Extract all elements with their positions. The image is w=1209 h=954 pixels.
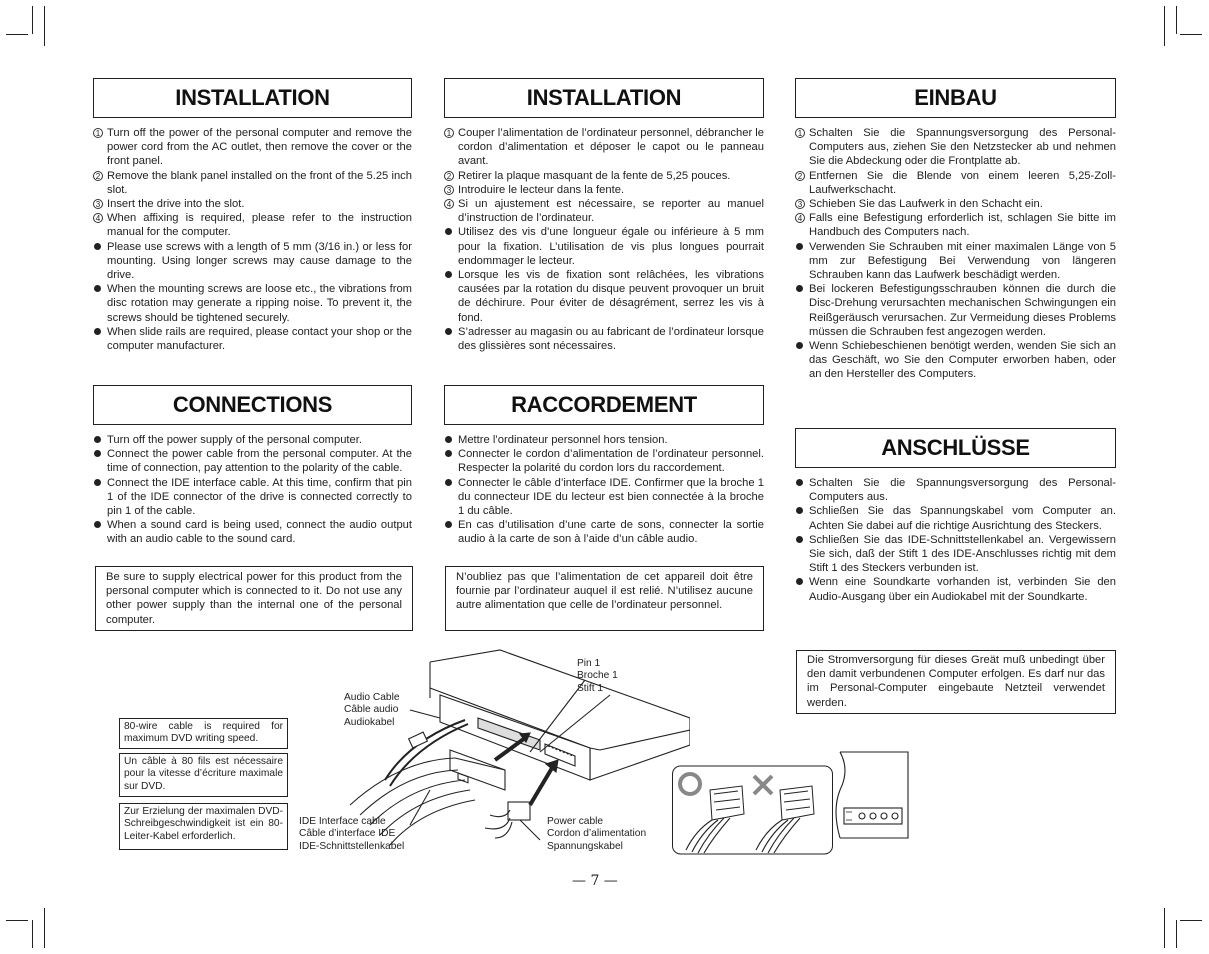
list-item: En cas d’utilisation d’une carte de sons, connecter la sortie audio à la carte de son à l’aide d’un câble audio. bbox=[444, 518, 764, 546]
list-item: 1 Couper l’alimentation de l’ordinateur personnel, débrancher le cordon d’alimentation et déposer le capot ou le panneau avant. bbox=[444, 126, 764, 169]
bullet-icon bbox=[94, 243, 101, 250]
list-item: Connecter le câble d’interface IDE. Confirmer que la broche 1 du connecteur IDE du lecteur est bien connectée à la broche 1 du câble. bbox=[444, 476, 764, 519]
list-item: 4 Falls eine Befestigung erforderlich ist, schlagen Sie bitte im Handbuch des Computers nach. bbox=[795, 211, 1116, 239]
crop-mark bbox=[32, 920, 33, 948]
power-connector-orientation-diagram bbox=[672, 750, 912, 855]
en-installation-list bbox=[93, 126, 412, 353]
crop-mark bbox=[44, 6, 45, 46]
bullet-icon bbox=[445, 521, 452, 528]
en-connections-list bbox=[93, 433, 412, 547]
bullet-icon bbox=[94, 521, 101, 528]
list-item: Schließen Sie das IDE-Schnittstellenkabel an. Vergewissern Sie sich, daß der Stift 1 des IDE-Anschlusses richtig mit dem Stift 1 des Steckers verbunden ist. bbox=[795, 533, 1116, 576]
cable-note-fr: Un câble à 80 fils est nécessaire pour la vitesse d’écriture maximale sur DVD. bbox=[119, 753, 288, 797]
bullet-icon bbox=[94, 479, 101, 486]
cable-note-en: 80-wire cable is required for maximum DVD writing speed. bbox=[119, 718, 288, 749]
en-connections-heading: CONNECTIONS bbox=[93, 385, 412, 425]
list-item: When slide rails are required, please contact your shop or the computer manufacturer. bbox=[93, 325, 412, 353]
list-item: 3 Introduire le lecteur dans la fente. bbox=[444, 183, 764, 197]
list-item: Wenn eine Soundkarte vorhanden ist, verbinden Sie den Audio-Ausgang über ein Audiokabel mit der Soundkarte. bbox=[795, 575, 1116, 603]
ide-cable-label: IDE Interface cable Câble d’interface IDE IDE-Schnittstellenkabel bbox=[299, 816, 405, 852]
bullet-icon bbox=[94, 436, 101, 443]
list-item: Bei lockeren Befestigungsschrauben können die durch die Disc-Drehung verursachten mechanischen Schwingungen ein Reißgeräusch verursachen. Zur Vermeidung dieses Problems müssen die Schrauben fest angezogen werden. bbox=[795, 282, 1116, 339]
crop-mark bbox=[6, 34, 28, 35]
list-item: Connecter le cordon d’alimentation de l’ordinateur personnel. Respecter la polarité du cordon lors du raccordement. bbox=[444, 447, 764, 475]
de-einbau-list bbox=[795, 126, 1116, 382]
list-item: Mettre l’ordinateur personnel hors tension. bbox=[444, 433, 764, 447]
en-installation-heading: INSTALLATION bbox=[93, 78, 412, 118]
crop-mark bbox=[1180, 920, 1202, 921]
list-item: Utilisez des vis d’une longueur égale ou inférieure à 5 mm pour la fixation. L’utilisation de vis plus longues pourrait endommager le lecteur. bbox=[444, 225, 764, 268]
crop-mark bbox=[1180, 34, 1202, 35]
list-item: Verwenden Sie Schrauben mit einer maximalen Länge von 5 mm zur Befestigung Bei Verwendung von längeren Schrauben kann das Laufwerk beschädigt werden. bbox=[795, 240, 1116, 283]
fr-power-note: N’oubliez pas que l’alimentation de cet appareil doit être fournie par l’ordinateur auquel il est relié. N’utilisez aucune autre alimentation que celle de l’ordinateur personnel. bbox=[445, 566, 764, 631]
list-item: 2 Remove the blank panel installed on the front of the 5.25 inch slot. bbox=[93, 169, 412, 197]
list-item: When the mounting screws are loose etc., the vibrations from disc rotation may generate a ripping noise. To prevent it, the screws should be tightened securely. bbox=[93, 282, 412, 325]
crop-mark bbox=[1164, 908, 1165, 948]
bullet-icon bbox=[796, 536, 803, 543]
bullet-icon bbox=[796, 479, 803, 486]
bullet-icon bbox=[445, 328, 452, 335]
bullet-icon bbox=[445, 450, 452, 457]
bullet-icon bbox=[445, 479, 452, 486]
list-item: Wenn Schiebeschienen benötigt werden, wenden Sie sich an das Geschäft, wo Sie den Computer erworben haben, oder an den Hersteller des Computers. bbox=[795, 339, 1116, 382]
bullet-icon bbox=[445, 228, 452, 235]
page-number: — 7 — bbox=[572, 873, 618, 889]
cable-note-de: Zur Erzielung der maximalen DVD-Schreibgeschwindigkeit ist ein 80-Leiter-Kabel erforderlich. bbox=[119, 803, 288, 850]
list-item: 4 When affixing is required, please refer to the instruction manual for the computer. bbox=[93, 211, 412, 239]
power-cable-label: Power cable Cordon d’alimentation Spannungskabel bbox=[547, 816, 647, 852]
list-item: 2 Entfernen Sie die Blende von einem leeren 5,25-Zoll-Laufwerkschacht. bbox=[795, 169, 1116, 197]
de-anschluesse-list bbox=[795, 476, 1116, 604]
bullet-icon bbox=[94, 328, 101, 335]
list-item: 1 Turn off the power of the personal computer and remove the power cord from the AC outlet, then remove the cover or the front panel. bbox=[93, 126, 412, 169]
bullet-icon bbox=[445, 436, 452, 443]
crop-mark bbox=[1176, 920, 1177, 948]
list-item: Connect the IDE interface cable. At this time, confirm that pin 1 of the IDE connector of the drive is connected correctly to pin 1 of the cable. bbox=[93, 476, 412, 519]
fr-raccordement-list bbox=[444, 433, 764, 547]
bullet-icon bbox=[796, 342, 803, 349]
crop-mark bbox=[6, 920, 28, 921]
audio-cable-label: Audio Cable Câble audio Audiokabel bbox=[344, 692, 400, 728]
bullet-icon bbox=[445, 271, 452, 278]
fr-raccordement-heading: RACCORDEMENT bbox=[444, 385, 764, 425]
crop-mark bbox=[1176, 6, 1177, 34]
en-power-note: Be sure to supply electrical power for this product from the personal computer which is connected to it. Do not use any other power supply than the internal one of the personal computer. bbox=[95, 566, 413, 631]
list-item: Schalten Sie die Spannungsversorgung des Personal-Computers aus. bbox=[795, 476, 1116, 504]
list-item: Lorsque les vis de fixation sont relâchées, les vibrations causées par la rotation du disque peuvent provoquer un bruit de déchirure. Pour éviter de désagrément, serrez les vis à fond. bbox=[444, 268, 764, 325]
fr-installation-list bbox=[444, 126, 764, 353]
list-item: 1 Schalten Sie die Spannungsversorgung des Personal-Computers aus, ziehen Sie den Netzstecker ab und nehmen Sie die Abdeckung oder die Frontplatte ab. bbox=[795, 126, 1116, 169]
list-item: 4 Si un ajustement est nécessaire, se reporter au manuel d’instruction de l’ordinateur. bbox=[444, 197, 764, 225]
list-item: 2 Retirer la plaque masquant de la fente de 5,25 pouces. bbox=[444, 169, 764, 183]
bullet-icon bbox=[796, 243, 803, 250]
crop-mark bbox=[1164, 6, 1165, 46]
bullet-icon bbox=[94, 285, 101, 292]
pin1-label: Pin 1 Broche 1 Stift 1 bbox=[577, 658, 618, 694]
list-item: S’adresser au magasin ou au fabricant de l’ordinateur lorsque des glissières sont nécessaires. bbox=[444, 325, 764, 353]
crop-mark bbox=[32, 6, 33, 34]
bullet-icon bbox=[94, 450, 101, 457]
bullet-icon bbox=[796, 578, 803, 585]
crop-mark bbox=[44, 908, 45, 948]
bullet-icon bbox=[796, 285, 803, 292]
bullet-icon bbox=[796, 507, 803, 514]
list-item: Please use screws with a length of 5 mm (3/16 in.) or less for mounting. Using longer screws may cause damage to the drive. bbox=[93, 240, 412, 283]
list-item: 3 Schieben Sie das Laufwerk in den Schacht ein. bbox=[795, 197, 1116, 211]
list-item: Turn off the power supply of the personal computer. bbox=[93, 433, 412, 447]
de-power-note: Die Stromversorgung für dieses Greät muß unbedingt über den damit verbundenen Computer erfolgen. Es darf nur das im Personal-Computer eingebaute Netzteil verwendet werden. bbox=[796, 650, 1116, 714]
de-einbau-heading: EINBAU bbox=[795, 78, 1116, 118]
list-item: When a sound card is being used, connect the audio output with an audio cable to the sound card. bbox=[93, 518, 412, 546]
list-item: Connect the power cable from the personal computer. At the time of connection, pay attention to the polarity of the cable. bbox=[93, 447, 412, 475]
de-anschluesse-heading: ANSCHLÜSSE bbox=[795, 428, 1116, 468]
list-item: Schließen Sie das Spannungskabel vom Computer an. Achten Sie dabei auf die richtige Ausrichtung des Steckers. bbox=[795, 504, 1116, 532]
fr-installation-heading: INSTALLATION bbox=[444, 78, 764, 118]
list-item: 3 Insert the drive into the slot. bbox=[93, 197, 412, 211]
